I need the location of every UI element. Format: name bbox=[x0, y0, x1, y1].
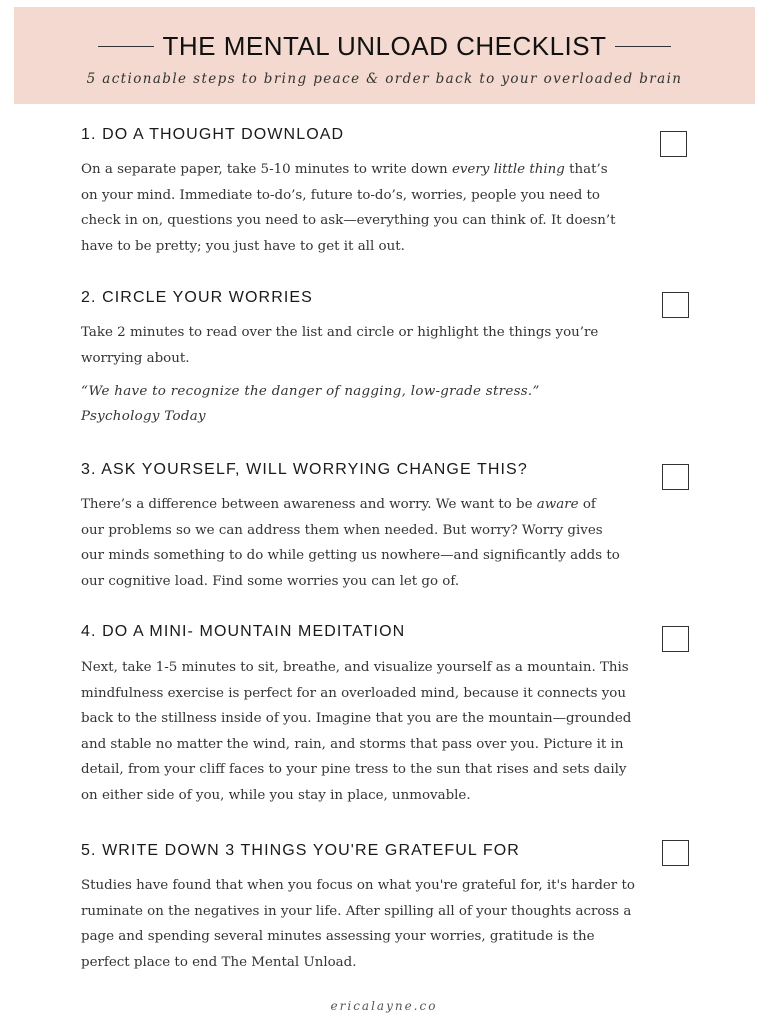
step-2-heading: 2. CIRCLE YOUR WORRIES bbox=[81, 289, 313, 306]
step-4-body: Next, take 1-5 minutes to sit, breathe, and visualize yourself as a mountain. This mindfulness exercise is perfect for an overloaded mind, because it connects you back to the stillness inside of you. Imagine that you are the mountain—grounded and stable no matter the wind, rain, and storms that pass over you. Picture it in detail, from your cliff faces to your pine tress to the sun that rises and sets daily on either side of you, while you stay in place, unmovable. bbox=[81, 660, 632, 803]
step-3-body-emphasis: aware bbox=[536, 497, 579, 512]
header-banner bbox=[14, 7, 755, 104]
footer-site: ericalayne.co bbox=[330, 999, 438, 1013]
step-1-body bbox=[81, 157, 621, 259]
step-1 bbox=[81, 126, 641, 259]
step-2-checkbox[interactable] bbox=[662, 292, 689, 318]
step-1-body-after: that’s on your mind. Immediate to-do’s, future to-do’s, worries, people you need to check in on, questions you need to ask—everything you can think of. It doesn’t have to be pretty; you just have to get it all out. bbox=[81, 162, 616, 254]
step-5-body: Studies have found that when you focus on what you're grateful for, it's harder to ruminate on the negatives in your life. After spilling all of your thoughts across a page and spending several minutes assessing your worries, gratitude is the perfect place to end The Mental Unload. bbox=[81, 878, 635, 970]
step-4-heading: 4. DO A MINI- MOUNTAIN MEDITATION bbox=[81, 623, 406, 640]
step-3-body-after: of our problems so we can address them when needed. But worry? Worry gives our minds something to do while getting us nowhere—and significantly adds to our cognitive load. Find some worries you can let go of. bbox=[81, 497, 620, 589]
step-5-heading: 5. WRITE DOWN 3 THINGS YOU'RE GRATEFUL FOR bbox=[81, 842, 520, 859]
page-title: THE MENTAL UNLOAD CHECKLIST bbox=[162, 30, 607, 61]
step-4-checkbox[interactable] bbox=[662, 626, 689, 652]
step-1-heading: 1. DO A THOUGHT DOWNLOAD bbox=[81, 126, 345, 143]
step-1-body-before: On a separate paper, take 5-10 minutes to write down bbox=[81, 162, 452, 177]
step-5 bbox=[81, 842, 641, 975]
step-5-checkbox[interactable] bbox=[662, 840, 689, 866]
title-rule-left bbox=[98, 46, 154, 47]
step-4 bbox=[81, 623, 641, 809]
page-subtitle: 5 actionable steps to bring peace & order back to your overloaded brain bbox=[86, 71, 683, 87]
step-2-quote: “We have to recognize the danger of nagging, low-grade stress.” bbox=[81, 384, 540, 400]
step-3-body bbox=[81, 492, 621, 594]
step-3-body-before: There’s a difference between awareness and worry. We want to be bbox=[81, 497, 537, 512]
step-3 bbox=[81, 461, 641, 594]
step-3-checkbox[interactable] bbox=[662, 464, 689, 490]
title-row bbox=[14, 29, 755, 63]
step-1-body-emphasis: every little thing bbox=[451, 162, 565, 177]
step-3-heading: 3. ASK YOURSELF, WILL WORRYING CHANGE THIS? bbox=[81, 461, 528, 478]
step-2 bbox=[81, 289, 641, 429]
title-rule-right bbox=[615, 46, 671, 47]
step-2-quote-source: Psychology Today bbox=[81, 409, 206, 425]
step-2-body: Take 2 minutes to read over the list and circle or highlight the things you’re worrying about. bbox=[81, 325, 599, 366]
step-1-checkbox[interactable] bbox=[660, 131, 687, 157]
